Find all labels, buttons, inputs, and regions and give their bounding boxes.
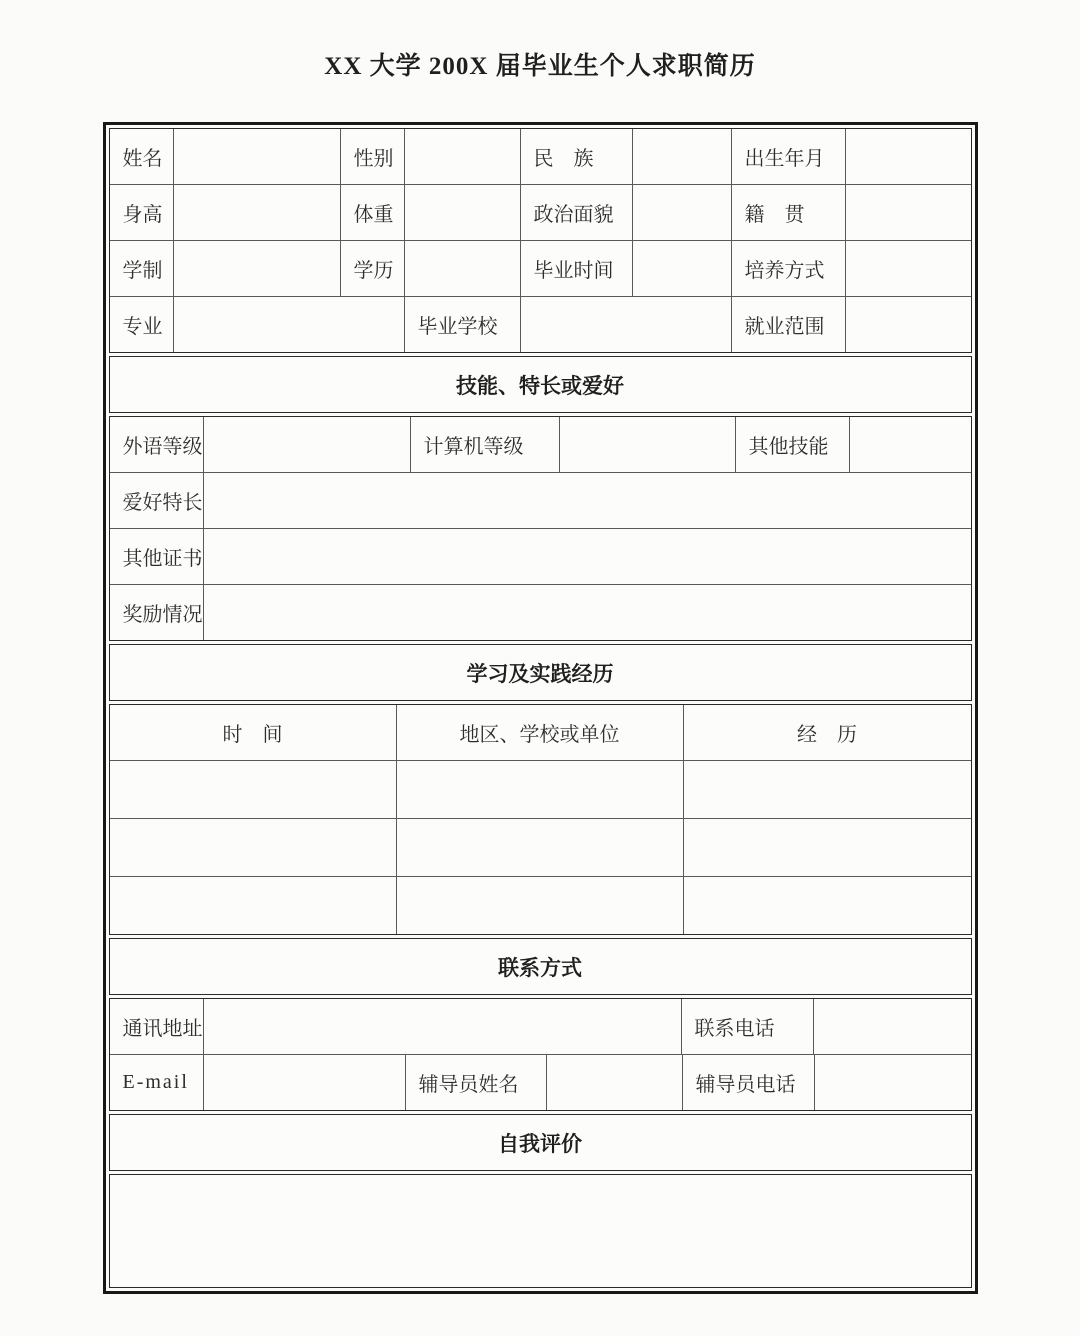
native-place-label: 籍 贯 [732,185,846,240]
other-skills-label: 其他技能 [736,417,850,472]
experience-time-cell[interactable] [110,819,397,876]
table-row [110,241,971,297]
counselor-phone-value-cell[interactable] [815,1055,971,1110]
phone-value-cell[interactable] [814,999,971,1054]
resume-page [0,46,1080,1294]
experience-detail-cell[interactable] [684,819,971,876]
ethnicity-value-cell[interactable] [633,129,732,184]
skills-section-title: 技能、特长或爱好 [456,373,624,398]
resume-table [103,122,978,1294]
foreign-language-level-value-cell[interactable] [204,417,411,472]
weight-label: 体重 [341,185,405,240]
experience-place-cell[interactable] [397,877,684,934]
experience-time-cell[interactable] [110,877,397,934]
experience-place-column-header: 地区、学校或单位 [397,705,684,760]
hobbies-label: 爱好特长 [110,473,204,528]
page-title: XX 大学 200X 届毕业生个人求职简历 [324,53,756,80]
birthdate-value-cell[interactable] [846,129,971,184]
native-place-value-cell[interactable] [846,185,971,240]
graduation-school-value-cell[interactable] [521,297,732,352]
address-value-cell[interactable] [204,999,682,1054]
table-row [110,185,971,241]
table-row [110,417,971,473]
email-value-cell[interactable] [204,1055,406,1110]
birthdate-label: 出生年月 [732,129,846,184]
experience-section [109,704,972,935]
political-status-value-cell[interactable] [633,185,732,240]
email-label: E-mail [110,1055,204,1110]
experience-row [110,761,971,819]
graduation-school-label: 毕业学校 [405,297,521,352]
experience-header-section [109,644,972,701]
contact-section-title: 联系方式 [498,955,582,980]
schooling-length-label: 学制 [110,241,174,296]
foreign-language-level-label: 外语等级 [110,417,204,472]
contact-header-section [109,938,972,995]
other-skills-value-cell[interactable] [850,417,971,472]
experience-row [110,877,971,934]
counselor-name-value-cell[interactable] [547,1055,683,1110]
education-level-label: 学历 [341,241,405,296]
awards-value-cell[interactable] [204,585,971,640]
evaluation-value-cell[interactable] [110,1175,971,1287]
name-value-cell[interactable] [174,129,341,184]
height-value-cell[interactable] [174,185,341,240]
table-row [110,585,971,640]
evaluation-section-title: 自我评价 [498,1131,582,1156]
table-row [110,297,971,352]
counselor-phone-label: 辅导员电话 [683,1055,815,1110]
experience-place-cell[interactable] [397,761,684,818]
counselor-name-label: 辅导员姓名 [406,1055,547,1110]
major-value-cell[interactable] [174,297,405,352]
height-label: 身高 [110,185,174,240]
employment-scope-value-cell[interactable] [846,297,971,352]
computer-level-value-cell[interactable] [560,417,736,472]
contact-section [109,998,972,1111]
major-label: 专业 [110,297,174,352]
other-certificates-label: 其他证书 [110,529,204,584]
graduation-time-value-cell[interactable] [633,241,732,296]
education-level-value-cell[interactable] [405,241,521,296]
experience-place-cell[interactable] [397,819,684,876]
experience-section-title: 学习及实践经历 [466,661,614,686]
skills-section [109,416,972,641]
graduation-time-label: 毕业时间 [521,241,633,296]
table-row [110,1055,971,1110]
training-mode-value-cell[interactable] [846,241,971,296]
other-certificates-value-cell[interactable] [204,529,971,584]
table-row [110,129,971,185]
training-mode-label: 培养方式 [732,241,846,296]
phone-label: 联系电话 [682,999,814,1054]
experience-row [110,819,971,877]
table-row [110,473,971,529]
hobbies-value-cell[interactable] [204,473,971,528]
experience-time-column-header: 时 间 [110,705,397,760]
experience-detail-cell[interactable] [684,877,971,934]
table-row [110,999,971,1055]
political-status-label: 政治面貌 [521,185,633,240]
gender-value-cell[interactable] [405,129,521,184]
gender-label: 性别 [341,129,405,184]
employment-scope-label: 就业范围 [732,297,846,352]
skills-header-section [109,356,972,413]
experience-detail-cell[interactable] [684,761,971,818]
address-label: 通讯地址 [110,999,204,1054]
awards-label: 奖励情况 [110,585,204,640]
table-row [110,529,971,585]
experience-detail-column-header: 经 历 [797,724,857,746]
evaluation-section [109,1174,972,1288]
schooling-length-value-cell[interactable] [174,241,341,296]
computer-level-label: 计算机等级 [411,417,560,472]
experience-time-cell[interactable] [110,761,397,818]
name-label: 姓名 [110,129,174,184]
experience-column-header-row [110,705,971,761]
ethnicity-label: 民 族 [521,129,633,184]
weight-value-cell[interactable] [405,185,521,240]
evaluation-header-section [109,1114,972,1171]
basic-info-section [109,128,972,353]
